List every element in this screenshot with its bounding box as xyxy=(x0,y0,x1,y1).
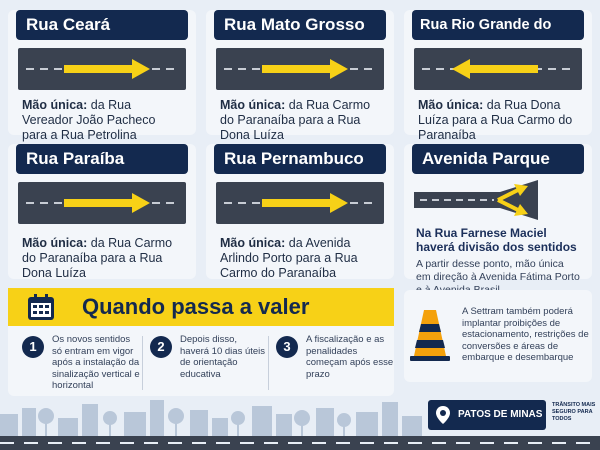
city-badge xyxy=(428,400,546,430)
when-title: Quando passa a valer xyxy=(82,294,310,319)
city-name: PATOS DE MINAS xyxy=(458,409,543,420)
card-title: Rua Rio Grande do xyxy=(412,10,584,40)
road-illustration xyxy=(18,182,186,224)
note-text: A Settram também poderá implantar proibições de estacionamento, restrições de conversões e áreas de embarque e desembarque xyxy=(462,306,589,363)
step-number: 1 xyxy=(22,336,44,358)
card-title: Rua Ceará xyxy=(16,10,188,40)
card-title: Avenida Parque xyxy=(412,144,584,174)
step-number: 2 xyxy=(150,336,172,358)
calendar-icon xyxy=(26,292,56,322)
steps-list xyxy=(8,326,394,396)
card-description: Mão única: da Avenida Arlindo Porto para a Rua Carmo do Paranaíba xyxy=(220,236,358,280)
road-illustration xyxy=(216,182,384,224)
road-illustration xyxy=(414,48,582,90)
avenida-description: A partir desse ponto, mão única em direção à Avenida Fátima Porto xyxy=(416,258,580,283)
step-text: Depois disso, haverá 10 dias úteis de orientação educativa xyxy=(180,334,266,380)
arrow-right-icon xyxy=(216,48,384,90)
divider xyxy=(142,336,143,390)
card-description: Mão única: da Rua Carmo do Paranaíba para a Rua Dona Luíza xyxy=(220,98,371,142)
card-rua-mato-grosso xyxy=(206,10,394,142)
step-text: Os novos sentidos só entram em vigor após a instalação da sinalização vertical e horizontal xyxy=(52,334,140,391)
road-illustration xyxy=(216,48,384,90)
card-title: Rua Mato Grosso xyxy=(214,10,386,40)
step-number: 3 xyxy=(276,336,298,358)
card-rua-rio-grande-do-norte xyxy=(404,10,592,142)
when-header xyxy=(8,288,394,326)
road-illustration xyxy=(414,180,582,220)
card-avenida-parque xyxy=(404,144,592,283)
card-description: Mão única: da Rua Carmo do Paranaíba para a Rua Dona Luíza xyxy=(22,236,173,280)
arrow-right-icon xyxy=(18,48,186,90)
card-description: Mão única: da Rua Vereador João Pacheco para a Rua Petrolina xyxy=(22,98,156,142)
card-rua-pernambuco xyxy=(206,144,394,279)
road-illustration xyxy=(18,48,186,90)
card-title: Rua Paraíba xyxy=(16,144,188,174)
avenida-highlight: Na Rua Farnese Maciel haverá divisão dos sentidos xyxy=(416,226,577,254)
card-description: Mão única: da Rua Dona Luíza para a Rua Carmo do Paranaíba xyxy=(418,98,573,142)
card-rua-paraiba xyxy=(8,144,196,279)
arrow-right-icon xyxy=(18,182,186,224)
card-title: Rua Pernambuco xyxy=(214,144,386,174)
arrow-left-icon xyxy=(414,48,582,90)
divider xyxy=(268,336,269,390)
location-pin-icon xyxy=(436,406,450,424)
card-rua-ceara xyxy=(8,10,196,142)
traffic-cone-icon xyxy=(410,306,450,362)
arrow-right-icon xyxy=(216,182,384,224)
split-arrow-icon xyxy=(414,180,582,220)
slogan: TRÂNSITO MAIS SEGURO PARA TODOS xyxy=(552,402,596,422)
step-text: A fiscalização e as penalidades começam após esse prazo xyxy=(306,334,394,380)
when-effective-panel xyxy=(8,288,394,396)
settram-note xyxy=(404,290,592,382)
